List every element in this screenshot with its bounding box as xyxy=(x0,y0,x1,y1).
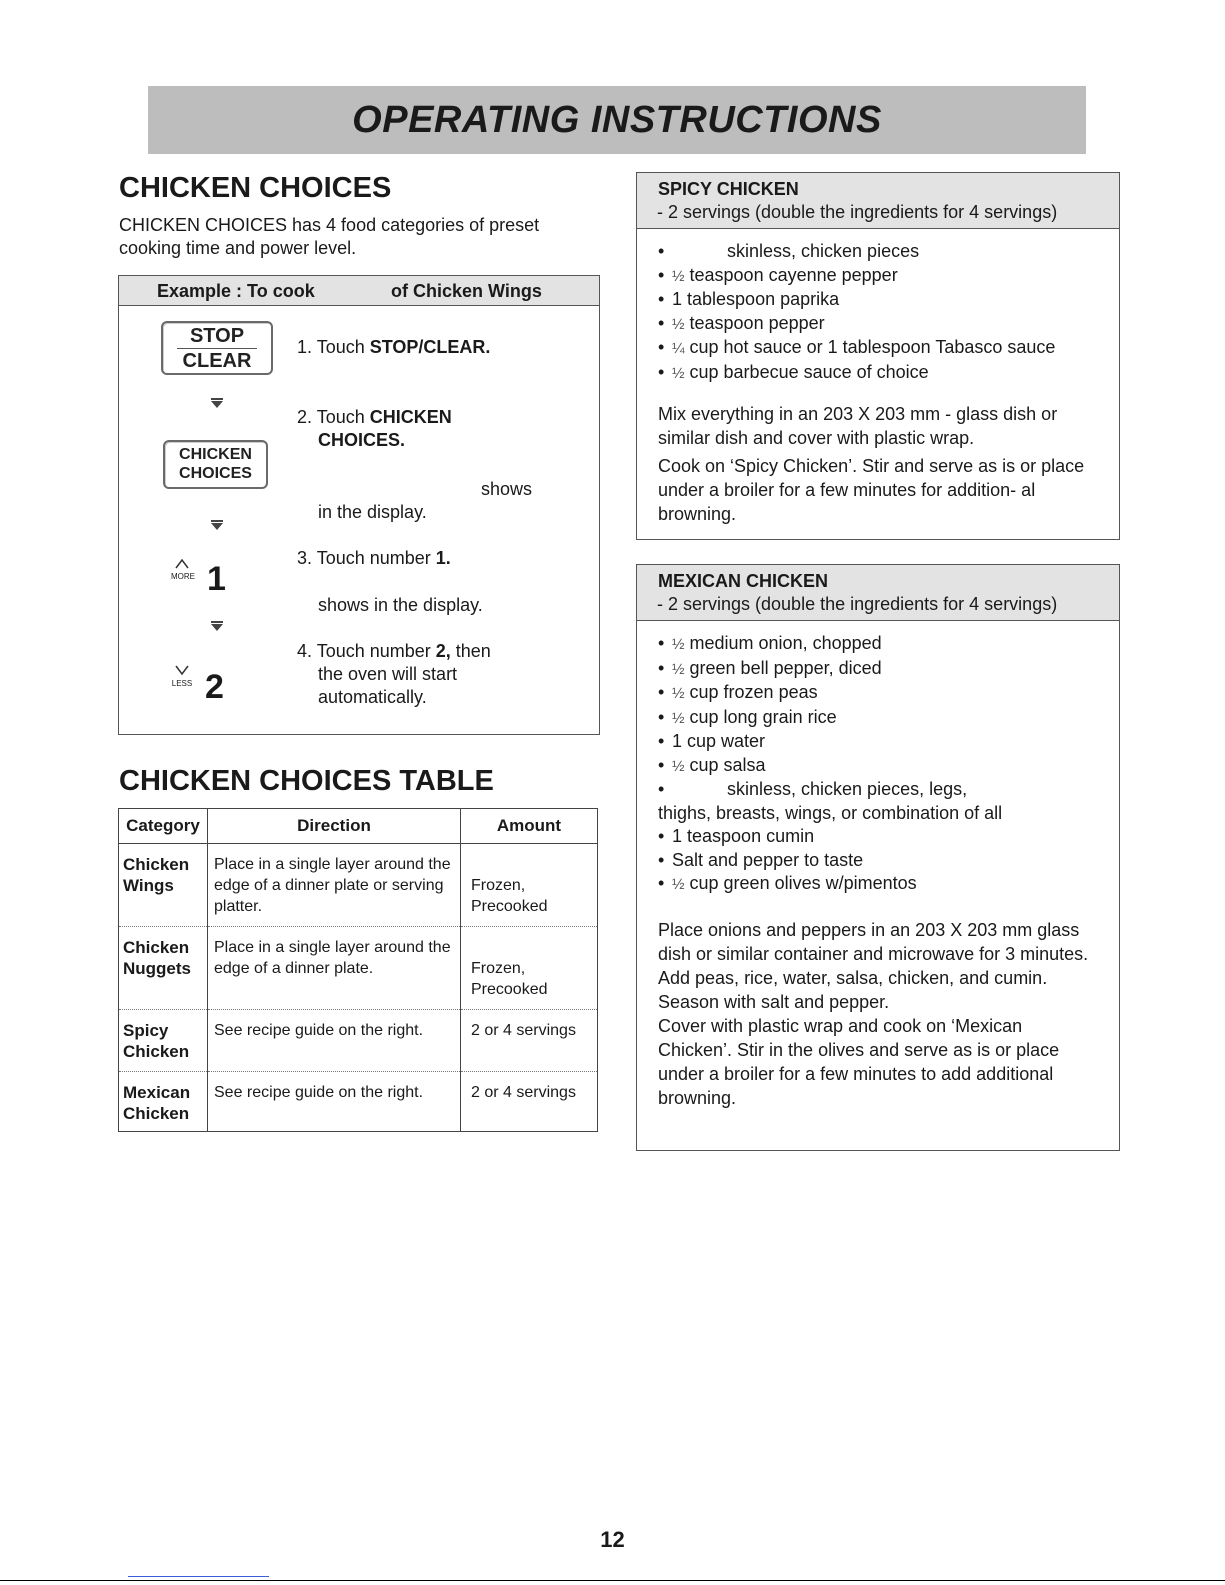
list-item-continued: thighs, breasts, wings, or combination of all xyxy=(658,802,1003,823)
section-intro: CHICKEN CHOICES has 4 food categories of preset cooking time and power level. xyxy=(119,215,540,258)
stop-clear-key xyxy=(161,321,273,375)
step-3-text: 3. Touch number xyxy=(297,548,436,568)
list-item: • Salt and pepper to taste xyxy=(658,849,1119,873)
cell-category: Mexican Chicken xyxy=(119,1072,208,1132)
recipe-title: MEXICAN CHICKEN xyxy=(658,571,829,591)
list-item: • ½ teaspoon cayenne pepper xyxy=(658,264,1119,289)
less-key-caption: LESS xyxy=(171,679,193,688)
step-3-display: shows in the display. xyxy=(318,595,483,615)
recipe-subtitle: - 2 servings (double the ingredients for 4 servings) xyxy=(657,594,1058,614)
table-row xyxy=(119,927,598,1010)
header-direction: Direction xyxy=(208,809,461,844)
footer-rule xyxy=(0,1580,1225,1581)
clear-key-label: CLEAR xyxy=(182,350,252,372)
step-2 xyxy=(297,406,452,452)
ingredient-list xyxy=(637,621,1119,897)
example-title-part2: of Chicken Wings xyxy=(391,281,542,301)
cell-direction: See recipe guide on the right. xyxy=(208,1010,461,1072)
arrow-down-icon xyxy=(211,624,223,631)
spicy-chicken-recipe xyxy=(636,172,1120,540)
cell-amount: 2 or 4 servings xyxy=(461,1072,598,1132)
list-item: • ½ cup frozen peas xyxy=(658,681,1119,706)
section-title-table: CHICKEN CHOICES TABLE xyxy=(119,765,494,797)
cell-category: Chicken Wings xyxy=(119,844,208,927)
recipe-header xyxy=(637,565,1119,621)
cell-direction: Place in a single layer around the edge of a dinner plate. xyxy=(208,927,461,1010)
cell-amount: Frozen, Precooked xyxy=(461,844,598,927)
ingredient-list xyxy=(637,229,1119,385)
recipe-para: Place onions and peppers in an 203 X 203 mm glass dish or similar container and microwave for 3 minutes. xyxy=(658,919,1089,964)
list-item: • skinless, chicken pieces, legs, xyxy=(658,778,1119,802)
list-item: • ½ cup barbecue sauce of choice xyxy=(658,361,1119,386)
cell-amount: 2 or 4 servings xyxy=(461,1010,598,1072)
step-1 xyxy=(297,336,490,359)
step-4 xyxy=(297,640,491,709)
footer-link-underline xyxy=(128,1576,269,1577)
cell-category: Chicken Nuggets xyxy=(119,927,208,1010)
recipe-para: Add peas, rice, water, salsa, chicken, and cumin. Season with salt and pepper. xyxy=(658,967,1048,1012)
step-1-text: 1. Touch xyxy=(297,337,370,357)
arrow-down-icon xyxy=(211,401,223,408)
chevron-up-icon xyxy=(175,556,189,570)
header-category: Category xyxy=(119,809,208,844)
more-key-caption: MORE xyxy=(171,572,195,581)
stop-key-label: STOP xyxy=(177,324,257,349)
mexican-chicken-recipe xyxy=(636,564,1120,1151)
table-row xyxy=(119,844,598,927)
list-item: • ¼ cup hot sauce or 1 tablespoon Tabasco sauce xyxy=(658,336,1119,361)
recipe-para: Mix everything in an 203 X 203 mm - glass dish or similar dish and cover with plastic wrap. xyxy=(658,404,1058,448)
list-item: • skinless, chicken pieces xyxy=(658,240,1119,264)
chicken-key-line1: CHICKEN xyxy=(179,446,252,463)
step-4-text: 4. Touch number xyxy=(297,641,436,661)
example-box xyxy=(118,275,600,735)
list-item: • ½ cup green olives w/pimentos xyxy=(658,872,1119,897)
step-3 xyxy=(297,547,451,570)
chicken-key-line2: CHOICES xyxy=(179,465,252,482)
cell-category: Spicy Chicken xyxy=(119,1010,208,1072)
step-4-line3: automatically. xyxy=(318,687,427,707)
recipe-header xyxy=(637,173,1119,229)
table-row xyxy=(119,1072,598,1132)
example-header xyxy=(119,276,599,306)
chevron-down-icon xyxy=(175,664,189,678)
cell-amount: Frozen, Precooked xyxy=(461,927,598,1010)
example-title-part1: Example : To cook xyxy=(157,281,315,301)
header-banner xyxy=(148,86,1086,154)
cell-direction: Place in a single layer around the edge of a dinner plate or serving platter. xyxy=(208,844,461,927)
table-header-row xyxy=(119,809,598,844)
list-item: • ½ medium onion, chopped xyxy=(658,632,1119,657)
list-item: • ½ teaspoon pepper xyxy=(658,312,1119,337)
step-2-key-a: CHICKEN xyxy=(369,407,452,427)
step-2-display: in the display. xyxy=(318,502,427,522)
number-key-1: 1 xyxy=(207,560,226,598)
recipe-para: Cover with plastic wrap and cook on ‘Mexican Chicken’. Stir in the olives and serve as is or place under a broiler for a few minutes to add additional browning. xyxy=(658,1015,1060,1108)
recipe-title: SPICY CHICKEN xyxy=(658,179,799,199)
list-item: • 1 teaspoon cumin xyxy=(658,825,1119,849)
page-header-title: OPERATING INSTRUCTIONS xyxy=(352,98,882,141)
page-number: 12 xyxy=(600,1527,625,1552)
step-2-key-b: CHOICES. xyxy=(318,430,406,450)
step-2-text: 2. Touch xyxy=(297,407,370,427)
step-1-key: STOP/CLEAR. xyxy=(369,337,491,357)
list-item: • ½ cup long grain rice xyxy=(658,706,1119,731)
header-amount: Amount xyxy=(461,809,598,844)
section-title-chicken-choices: CHICKEN CHOICES xyxy=(119,172,392,204)
chicken-choices-key xyxy=(163,440,268,489)
arrow-down-icon xyxy=(211,523,223,530)
recipe-para: Cook on ‘Spicy Chicken’. Stir and serve as is or place under a broiler for a few minutes for addition- al browning. xyxy=(658,456,1085,524)
cell-direction: See recipe guide on the right. xyxy=(208,1072,461,1132)
number-key-2: 2 xyxy=(205,668,224,706)
step-2-shows: shows xyxy=(481,479,533,499)
chicken-choices-table xyxy=(118,808,598,1132)
recipe-subtitle: - 2 servings (double the ingredients for 4 servings) xyxy=(657,202,1058,222)
step-4-line2: the oven will start xyxy=(318,664,458,684)
list-item: • ½ green bell pepper, diced xyxy=(658,657,1119,682)
list-item: • 1 tablespoon paprika xyxy=(658,288,1119,312)
list-item: • ½ cup salsa xyxy=(658,754,1119,779)
step-4-suffix: then xyxy=(450,641,491,661)
table-row xyxy=(119,1010,598,1072)
step-4-key: 2, xyxy=(435,641,451,661)
list-item: • 1 cup water xyxy=(658,730,1119,754)
step-3-key: 1. xyxy=(435,548,451,568)
